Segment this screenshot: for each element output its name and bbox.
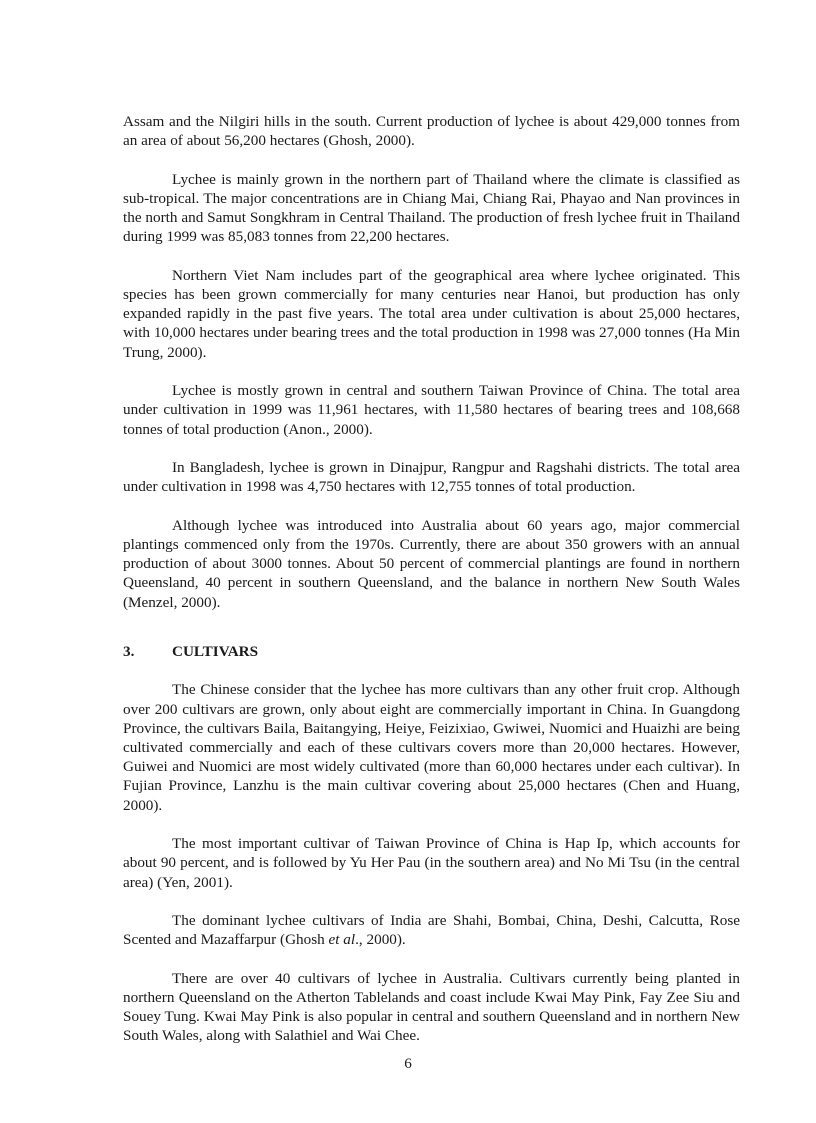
india-cultivars-citation-end: ., 2000). (355, 931, 406, 949)
page-number: 6 (404, 1055, 412, 1072)
paragraph-thailand: Lychee is mainly grown in the northern part of Thailand where the climate is classified as sub-tropical. The major concentrations are in Chiang Mai, Chiang Rai, Phayao and Nan provinces in the north and Samut Songkhram in Central Thailand. The production of fresh lychee fruit in Thailand during 1999 was 85,083 tonnes from 22,200 hectares. (123, 170, 740, 246)
section-heading-cultivars (123, 642, 740, 661)
india-cultivars-text: The dominant lychee cultivars of India are Shahi, Bombai, China, Deshi, Calcutta, Rose Scented and Mazaffarpur (Ghosh (123, 912, 740, 949)
paragraph-india-production: Assam and the Nilgiri hills in the south. Current production of lychee is about 429,000 tonnes from an area of about 56,200 hectares (Ghosh, 2000). (123, 113, 740, 150)
paragraph-india-cultivars (123, 911, 740, 949)
section-number: 3. (123, 642, 135, 660)
document-page (123, 112, 740, 1046)
et-al-italic: et al (328, 931, 356, 949)
paragraph-taiwan-cultivars: The most important cultivar of Taiwan Province of China is Hap Ip, which accounts for about 90 percent, and is followed by Yu Her Pau (in the southern area) and No Mi Tsu (in the central area) (Yen, 2001). (123, 835, 740, 891)
paragraph-australia: Although lychee was introduced into Australia about 60 years ago, major commercial plantings commenced only from the 1970s. Currently, there are about 350 growers with an annual production of about 3000 tonnes. About 50 percent of commercial plantings are found in northern Queensland, 40 percent in southern Queensland, and the balance in northern New South Wales (Menzel, 2000). (123, 516, 740, 611)
paragraph-china-cultivars: The Chinese consider that the lychee has more cultivars than any other fruit crop. Although over 200 cultivars are grown, only about eight are commercially important in China. In Guangdong Province, the cultivars Baila, Baitangying, Heiye, Feizixiao, Gwiwei, Nuomici and Huaizhi are being cultivated commercially and each of these cultivars covers more than 20,000 hectares. However, Guiwei and Nuomici are most widely cultivated (more than 60,000 hectares under each cultivar). In Fujian Province, Lanzhu is the main cultivar covering about 25,000 hectares (Chen and Huang, 2000). (123, 681, 740, 814)
paragraph-taiwan: Lychee is mostly grown in central and southern Taiwan Province of China. The total area under cultivation in 1999 was 11,961 hectares, with 11,580 hectares of bearing trees and 108,668 tonnes of total production (Anon., 2000). (123, 382, 740, 438)
paragraph-australia-cultivars: There are over 40 cultivars of lychee in Australia. Cultivars currently being planted in northern Queensland on the Atherton Tablelands and coast include Kwai May Pink, Fay Zee Siu and Souey Tung. Kwai May Pink is also popular in central and southern Queensland and in northern New South Wales, along with Salathiel and Wai Chee. (123, 969, 740, 1045)
paragraph-viet-nam: Northern Viet Nam includes part of the geographical area where lychee originated. This species has been grown commercially for many centuries near Hanoi, but production has only expanded rapidly in the past five years. The total area under cultivation is about 25,000 hectares, with 10,000 hectares under bearing trees and the total production in 1998 was 27,000 tonnes (Ha Min Trung, 2000). (123, 266, 740, 361)
section-title: CULTIVARS (172, 642, 259, 660)
paragraph-bangladesh: In Bangladesh, lychee is grown in Dinajpur, Rangpur and Ragshahi districts. The total area under cultivation in 1998 was 4,750 hectares with 12,755 tonnes of total production. (123, 459, 740, 496)
